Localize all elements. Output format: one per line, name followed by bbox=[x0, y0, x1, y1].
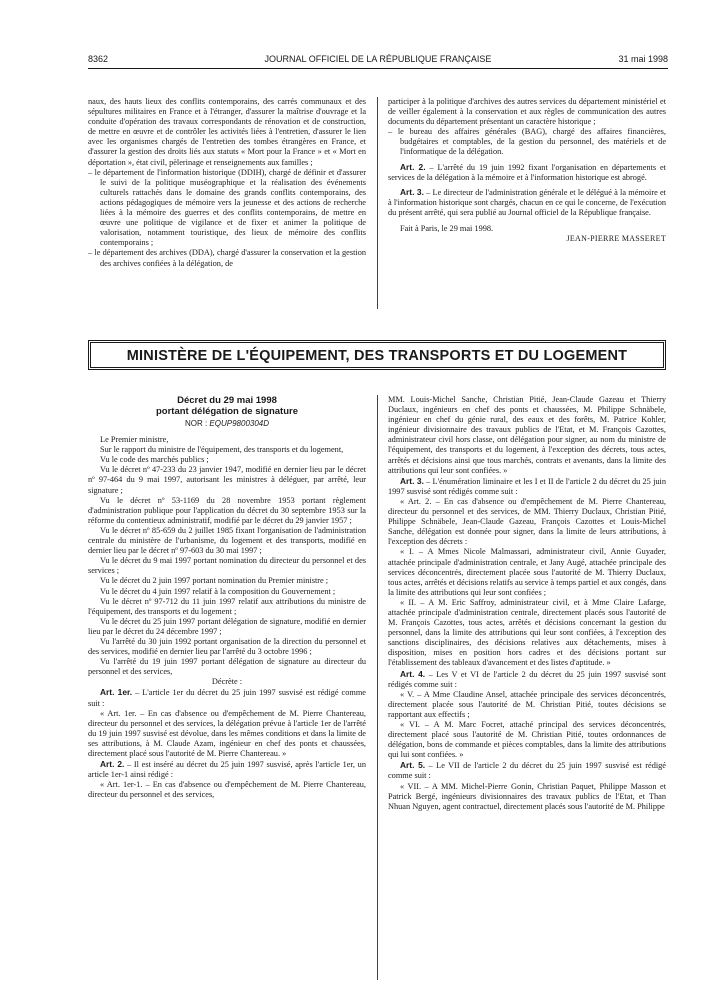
article-text: – Les V et VI de l'article 2 du décret du 25 juin 1997 susvisé sont rédigés comme suit : bbox=[388, 669, 666, 689]
quoted-paragraph: « V. – A Mme Claudine Ansel, attachée principale des services déconcentrés, directement placée sous l'autorité de M. Christian Pitié, toutes décisions se rapportant aux effectifs ; bbox=[388, 689, 666, 719]
article-3 bbox=[388, 476, 666, 497]
article-4 bbox=[388, 669, 666, 690]
nor-label: NOR : bbox=[184, 419, 210, 428]
decrete: Décrète : bbox=[211, 677, 243, 687]
decree-left-column bbox=[88, 395, 366, 800]
visa: Vu le décret du 4 juin 1997 relatif à la composition du Gouvernement ; bbox=[100, 586, 336, 596]
decree-right-column bbox=[388, 395, 666, 812]
article-label: Art. 1er. bbox=[100, 687, 133, 698]
article-label: Art. 2. bbox=[100, 759, 125, 770]
quoted-paragraph: « II. – A M. Eric Saffroy, administrateur civil, et à Mme Claire Lafarge, attachée principale d'administration centrale, directement placés sous l'autorité de M. François Cazottes, tous actes, arrêtés et décisions concernant la gestion du personnel, dans la limite des attributions qui leur sont confiées, à l'exception des sanctions disciplinaires, des décisions relatives aux détachements, mises à disposition, mises en position hors cadres et des décisions portant sur l'établissement des tableaux d'avancement et des listes d'aptitude. » bbox=[388, 597, 666, 668]
ministry-banner bbox=[88, 340, 666, 370]
decree-title-line: portant délégation de signature bbox=[156, 406, 298, 417]
article-text: – L'arrêté du 19 juin 1992 fixant l'organisation en départements et services de la délégation à la mémoire et à l'information historique est abrogé. bbox=[388, 162, 666, 182]
visa: Vu le décret du 25 juin 1997 portant délégation de signature, modifié en dernier lieu par le décret du 24 décembre 1997 ; bbox=[88, 616, 366, 636]
paragraph: MM. Louis-Michel Sanche, Christian Pitié, Jean-Claude Gazeau et Thierry Duclaux, ingénieurs en chef des ponts et chaussées, M. Philippe Schnäbele, ingénieur en chef du génie rural, des eaux et des forêts, M. Patrice Kohler, ingénieur divisionnaire des travaux publics de l'Etat, et M. François Cazottes, administrateur civil hors classe, ont délégation pour signer, au nom du ministre de l'équipement, des transports et du logement, à l'exception des décrets, tous actes, arrêtés et décisions ainsi que tous marchés, contrats et avenants, dans la limite des attributions qui leur sont confiées. » bbox=[388, 395, 666, 475]
article-1 bbox=[88, 687, 366, 708]
header-rule bbox=[88, 68, 668, 69]
signature: JEAN-PIERRE MASSERET bbox=[566, 234, 666, 244]
article-2 bbox=[388, 162, 666, 183]
page-number: 8362 bbox=[88, 54, 109, 64]
article-text: – L'énumération liminaire et les I et II de l'article 2 du décret du 25 juin 1997 susvisé sont rédigés comme suit : bbox=[388, 476, 666, 496]
nor-reference bbox=[88, 419, 366, 429]
article-2 bbox=[88, 759, 366, 780]
quoted-article: « Art. 1er-1. – En cas d'absence ou d'empêchement de M. Pierre Chantereau, directeur du personnel et des services, bbox=[88, 780, 366, 800]
quoted-paragraph: « VI. – A M. Marc Focret, attaché principal des services déconcentrés, directement placé sous l'autorité de M. Christian Pitié, toutes ordonnances de délégation, bons de commande et pièces comptables, dans la limite des attributions qui lui sont confiées. » bbox=[388, 720, 666, 760]
list-item: – le département des archives (DDA), chargé d'assurer la conservation et la gestion des archives confiées à la délégation, de bbox=[88, 248, 366, 268]
column-divider bbox=[377, 395, 378, 980]
quoted-paragraph: « I. – A Mmes Nicole Malmassari, administrateur civil, Annie Guyader, attachée principale d'administration centrale, et Jany Augé, attachée principale des services déconcentrés, directement placée sous l'autorité de M. Thierry Duclaux, tous actes, arrêtés et décisions relatifs au service à temps partiel et aux congés, dans la limite des attributions qui leur sont confiées ; bbox=[388, 547, 666, 597]
article-label: Art. 5. bbox=[400, 760, 426, 771]
visa: Sur le rapport du ministre de l'équipement, des transports et du logement, bbox=[100, 445, 344, 455]
list-item: – le bureau des affaires générales (BAG), chargé des affaires financières, budgétaires et comptables, de la gestion du personnel, des matériels et de l'informatique de la délégation. bbox=[388, 127, 666, 157]
list-item: – le département de l'information historique (DDIH), chargé de définir et d'assurer le suivi de la politique muséographique et la réalisation des événements culturels rattachés dans le domaine des grands conflits contemporains, des actions pédagogiques de mémoire vers la jeunesse et des actions de recherche liées à la mémoire des guerres et des conflits contemporains, de mettre en œuvre une politique de vigilance et de fixer et animer la politique de valorisation, notamment touristique, des lieux de mémoire des conflits contemporains ; bbox=[88, 167, 366, 248]
visa: Vu le décret nº 85-659 du 2 juillet 1985 fixant l'organisation de l'administration centrale du ministère de l'urbanisme, du logement et des transports, modifié en dernier lieu par le décret nº 97-603 du 30 mai 1997 ; bbox=[88, 525, 366, 556]
journal-title: JOURNAL OFFICIEL DE LA RÉPUBLIQUE FRANÇAISE bbox=[264, 54, 492, 64]
article-text: – Il est inséré au décret du 25 juin 1997 susvisé, après l'article 1er, un article 1er-1 ainsi rédigé : bbox=[88, 760, 366, 780]
article-5 bbox=[388, 760, 666, 781]
paragraph: naux, des hauts lieux des conflits contemporains, des carrés communaux et des sépultures militaires en France et à l'étranger, d'assurer la maîtrise d'ouvrage et la conduite d'opération des travaux correspondants de rénovation et de construction, de mettre en œuvre et de contrôler les activités liées à l'entretien, d'assurer le lien avec les organismes chargés de l'entretien des tombes étrangères en France, et d'assurer la gestion des droits liés aux statuts « Mort pour la France » et « Mort en déportation », état civil, pèlerinage et renseignements aux familles ; bbox=[88, 97, 366, 167]
quoted-paragraph: « VII. – A MM. Michel-Pierre Gonin, Christian Paquet, Philippe Masson et Patrick Bergé, ingénieurs divisionnaires des travaux publics de l'Etat, et Than Nhuan Nguyen, agent contractuel, directement placés sous l'autorité de M. Philippe bbox=[388, 781, 666, 811]
nor-code: EQUP9800304D bbox=[209, 419, 270, 428]
visa: Vu le décret nº 53-1169 du 28 novembre 1953 portant règlement d'administration publique pour l'application du décret du 30 septembre 1953 sur la réforme du contentieux administratif, modifié par le décret du 29 janvier 1957 ; bbox=[88, 495, 366, 525]
fait-a-paris: Fait à Paris, le 29 mai 1998. bbox=[400, 224, 494, 234]
article-text: – Le directeur de l'administration générale et le délégué à la mémoire et à l'information historique sont chargés, chacun en ce qui le concerne, de l'exécution du présent arrêté, qui sera publié au Journal officiel de la République française. bbox=[388, 187, 666, 217]
top-left-column bbox=[88, 97, 366, 269]
visa: Vu le décret du 9 mai 1997 portant nomination du directeur du personnel et des services ; bbox=[88, 556, 366, 576]
decree-title bbox=[88, 395, 366, 417]
article-label: Art. 3. bbox=[400, 186, 424, 197]
article-3 bbox=[388, 187, 666, 218]
paragraph: participer à la politique d'archives des autres services du département ministériel et de veiller également à la conservation et aux règles de communication des autres documents du département présentant un caractère historique ; bbox=[388, 97, 666, 127]
quoted-article: « Art. 2. – En cas d'absence ou d'empêchement de M. Pierre Chantereau, directeur du personnel et des services, de MM. Thierry Duclaux, Christian Pitié, Philippe Schnäbele, Jean-Claude Gazeau, François Cazottes et Louis-Michel Sanche, délégation est donnée pour signer, dans la limite de leurs attributions, à l'exception des décrets : bbox=[388, 496, 666, 547]
article-label: Art. 3. bbox=[400, 475, 424, 486]
paragraph: Le Premier ministre, bbox=[100, 435, 169, 445]
visa: Vu l'arrêté du 19 juin 1997 portant délégation de signature au directeur du personnel et des services, bbox=[88, 657, 366, 677]
decree-title-line: Décret du 29 mai 1998 bbox=[177, 395, 277, 406]
ministry-title: MINISTÈRE DE L'ÉQUIPEMENT, DES TRANSPORTS ET DU LOGEMENT bbox=[126, 348, 628, 364]
visa: Vu l'arrêté du 30 juin 1992 portant organisation de la direction du personnel et des services, modifié en dernier lieu par l'arrêté du 3 octobre 1996 ; bbox=[88, 636, 366, 657]
visa: Vu le code des marchés publics ; bbox=[100, 455, 209, 465]
top-right-column bbox=[388, 97, 666, 244]
visa: Vu le décret du 2 juin 1997 portant nomination du Premier ministre ; bbox=[100, 576, 329, 586]
page-header bbox=[88, 52, 668, 66]
issue-date: 31 mai 1998 bbox=[618, 54, 668, 64]
quoted-article: « Art. 1er. – En cas d'absence ou d'empêchement de M. Pierre Chantereau, directeur du personnel et des services, la délégation prévue à l'article 1er de l'arrêté du 19 juin 1997 susvisé est dévolue, dans les mêmes conditions et dans la limite de ses attributions, à M. Claude Azam, ingénieur en chef des ponts et chaussées, directement placé sous l'autorité de M. Pierre Chantereau. » bbox=[88, 708, 366, 758]
column-divider bbox=[377, 97, 378, 309]
article-label: Art. 2. bbox=[400, 161, 426, 172]
article-text: – L'article 1er du décret du 25 juin 1997 susvisé est rédigé comme suit : bbox=[88, 688, 366, 708]
article-label: Art. 4. bbox=[400, 668, 426, 679]
article-text: – Le VII de l'article 2 du décret du 25 juin 1997 susvisé est rédigé comme suit : bbox=[388, 761, 666, 781]
visa: Vu le décret nº 47-233 du 23 janvier 1947, modifié en dernier lieu par le décret nº 97-464 du 9 mai 1997, autorisant les ministres à déléguer, par arrêté, leur signature ; bbox=[88, 465, 366, 495]
visa: Vu le décret nº 97-712 du 11 juin 1997 relatif aux attributions du ministre de l'équipement, des transports et du logement ; bbox=[88, 596, 366, 616]
